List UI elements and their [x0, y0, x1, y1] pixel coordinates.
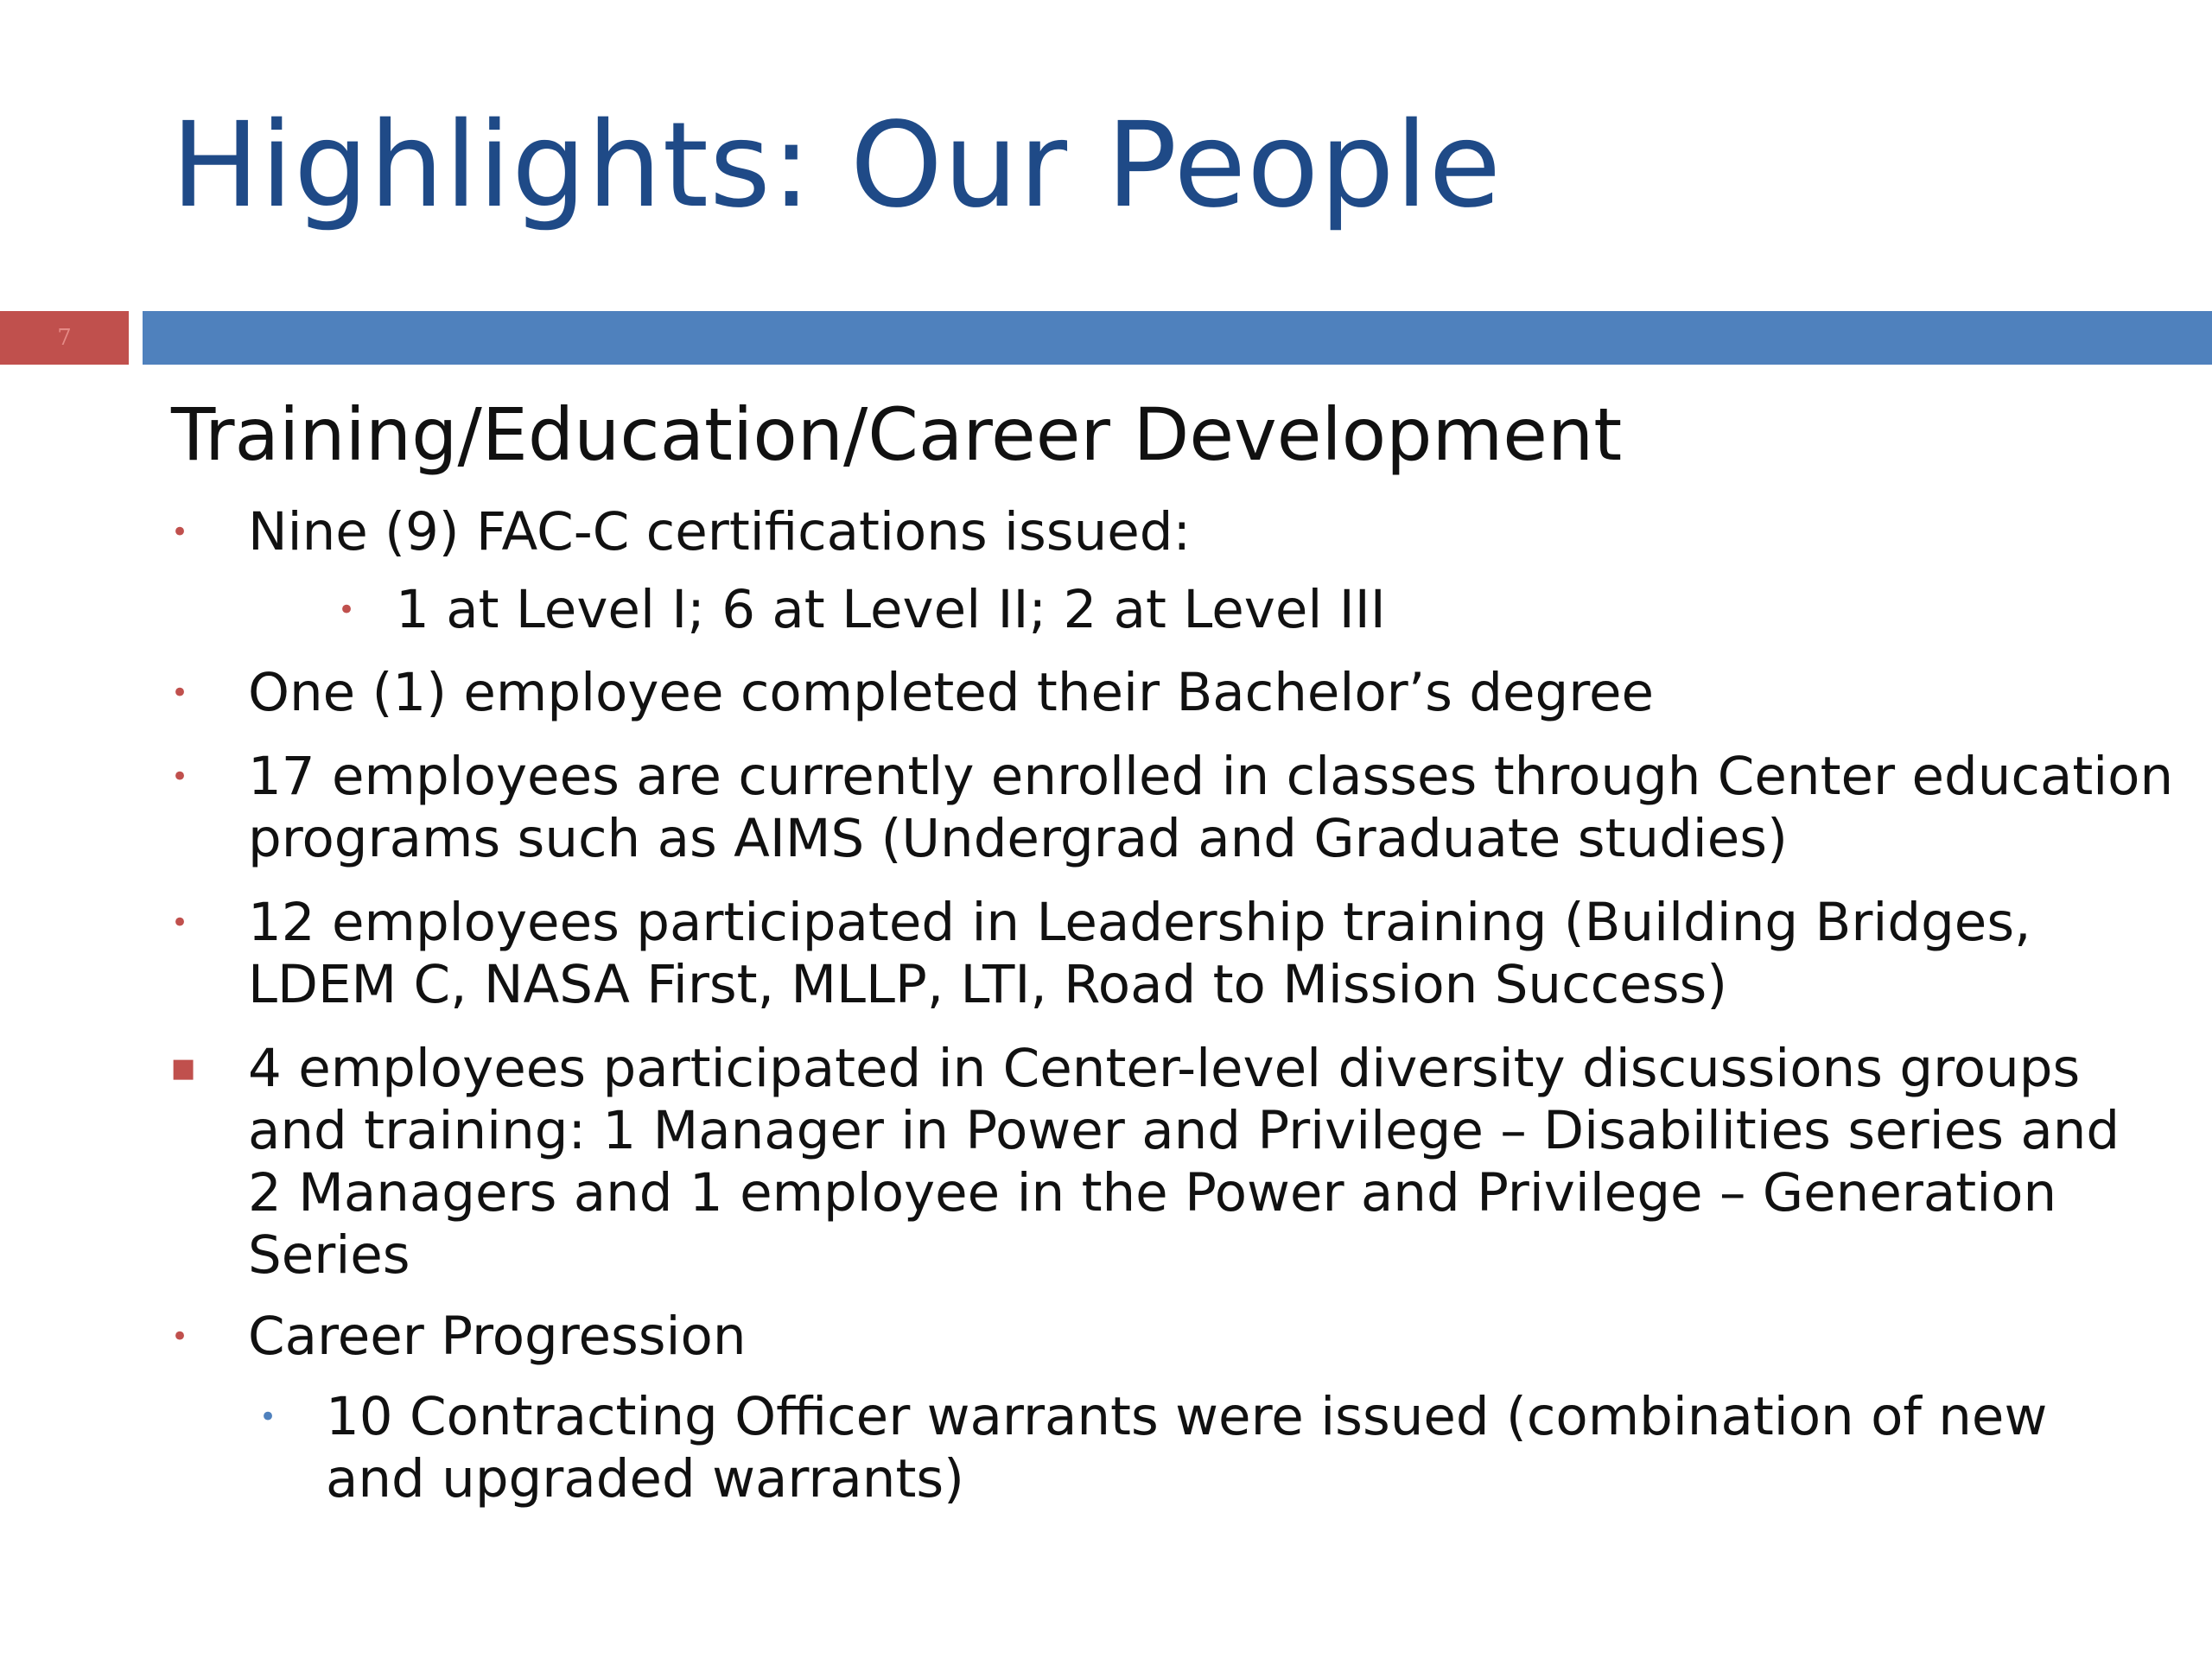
list-item-text: 17 employees are currently enrolled in classes through Center education	[248, 746, 2174, 807]
bullet-dot: •	[259, 1400, 277, 1434]
list-item-text: 12 employees participated in Leadership training (Building Bridges,	[248, 892, 2031, 953]
bullet-dot: •	[171, 1319, 189, 1354]
bullet-dot: •	[171, 906, 189, 940]
list-item-text: LDEM C, NASA First, MLLP, LTI, Road to Mission Success)	[248, 954, 1728, 1015]
title-divider-bar	[143, 311, 2212, 365]
slide-number-bar	[0, 311, 129, 365]
list-item-text: 10 Contracting Officer warrants were issued (combination of new	[326, 1386, 2048, 1447]
bullet-dot: •	[171, 760, 189, 794]
bullet-dot: •	[171, 515, 189, 550]
list-item-text: programs such as AIMS (Undergrad and Graduate studies)	[248, 808, 1788, 869]
section-heading: Training/Education/Career Development	[171, 392, 1623, 477]
list-item-text: 4 employees participated in Center-level diversity discussions groups	[248, 1038, 2081, 1099]
bullet-dot: •	[338, 593, 356, 627]
list-item-text: Series	[248, 1224, 410, 1286]
list-item-text: Career Progression	[248, 1306, 747, 1367]
slide-title: Highlights: Our People	[171, 98, 1503, 234]
list-item-text: and training: 1 Manager in Power and Privilege – Disabilities series and	[248, 1100, 2120, 1161]
list-item-text: and upgraded warrants)	[326, 1448, 964, 1510]
bullet-square: ■	[171, 1053, 196, 1084]
slide-number: 7	[57, 325, 72, 351]
list-item-text: One (1) employee completed their Bachelor’s degree	[248, 662, 1655, 723]
list-item-text: 1 at Level I; 6 at Level II; 2 at Level III	[396, 579, 1386, 640]
list-item-text: 2 Managers and 1 employee in the Power and Privilege – Generation	[248, 1162, 2057, 1224]
bullet-dot: •	[171, 676, 189, 710]
list-item-text: Nine (9) FAC-C certifications issued:	[248, 501, 1192, 563]
